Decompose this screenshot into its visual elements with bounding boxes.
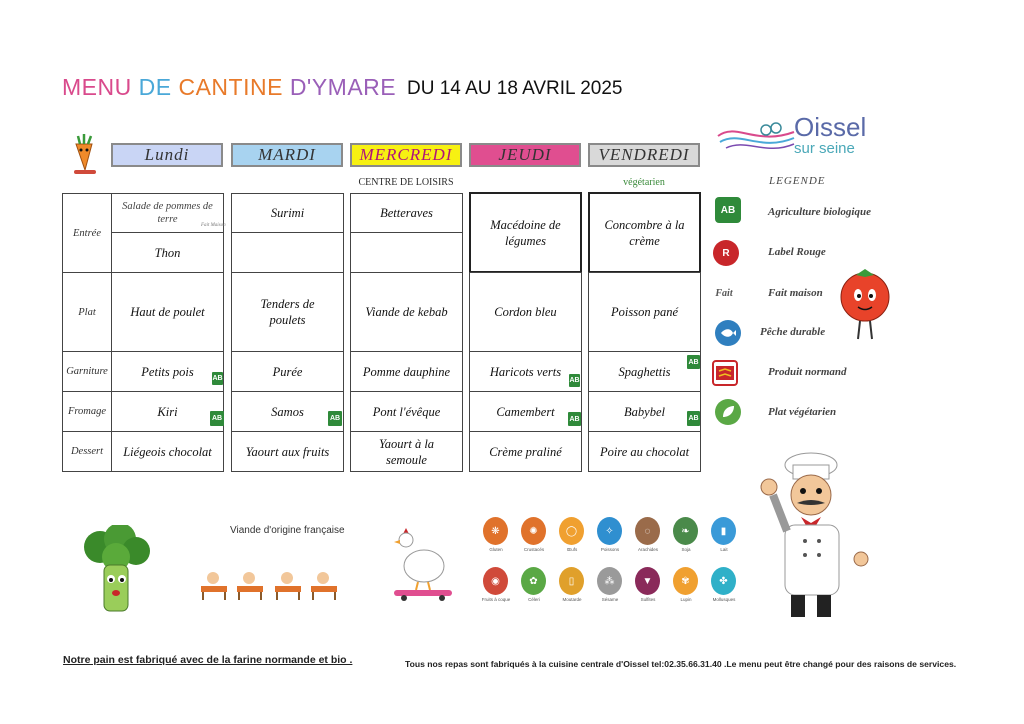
jeudi-garniture: Haricots verts <box>469 351 582 392</box>
ab-badge-icon: AB <box>569 374 580 387</box>
oissel-logo <box>716 112 886 162</box>
day-header-vendredi: VENDREDI <box>588 143 700 167</box>
oeufs-icon: ◯ <box>559 517 584 545</box>
allergen-label: Soja <box>681 547 691 552</box>
moutarde-icon: ▯ <box>559 567 584 595</box>
chef-mascot-icon <box>757 451 877 626</box>
leaf-icon <box>720 404 736 420</box>
soja-icon: ❧ <box>673 517 698 545</box>
allergen-label: Lupin <box>680 597 692 602</box>
vendredi-entree: Concombre à la crème <box>588 192 701 273</box>
title-part-menu: MENU <box>62 74 139 100</box>
allergen-label: Céleri <box>528 597 540 602</box>
mardi-fromage: Samos <box>231 391 344 432</box>
mardi-dessert: Yaourt aux fruits <box>231 431 344 472</box>
mercredi-dessert: Yaourt à la semoule <box>350 431 463 472</box>
mercredi-fromage: Pont l'évêque <box>350 391 463 432</box>
allergen-label: Œufs <box>566 547 578 552</box>
crustaces-icon: ✺ <box>521 517 546 545</box>
allergen-label: Arachides <box>637 547 658 552</box>
ab-badge-icon: AB <box>212 372 223 385</box>
vendredi-plat: Poisson pané <box>588 272 701 352</box>
date-range: DU 14 AU 18 AVRIL 2025 <box>407 78 623 99</box>
legend-label-peche-durable: Pêche durable <box>760 326 826 338</box>
fait-maison-icon: Fait Maison <box>201 223 226 228</box>
produit-normand-icon <box>712 360 738 386</box>
menu-title <box>62 74 396 101</box>
mardi-entree-bottom <box>231 232 344 273</box>
vendredi-fromage: Babybel <box>588 391 701 432</box>
mardi-plat: Tenders de poulets <box>231 272 344 352</box>
mercredi-entree-top: Betteraves <box>350 193 463 233</box>
mardi-garniture: Purée <box>231 351 344 392</box>
vendredi-dessert: Poire au chocolat <box>588 431 701 472</box>
fish-icon <box>720 328 736 338</box>
jeudi-entree: Macédoine de légumes <box>469 192 582 273</box>
mercredi-entree-bottom <box>350 232 463 273</box>
carrot-mascot-icon <box>66 132 102 176</box>
mardi-entree-top: Surimi <box>231 193 344 233</box>
legend-title: LEGENDE <box>769 175 826 187</box>
ab-icon: AB <box>715 197 741 223</box>
allergen-label: Fruits à coque <box>481 597 511 602</box>
logo-wave-icon <box>716 112 796 156</box>
allergen-label: Poissons <box>600 547 620 552</box>
lait-icon: ▮ <box>711 517 736 545</box>
lundi-fromage: Kiri <box>111 391 224 432</box>
day-header-lundi: Lundi <box>111 143 223 167</box>
allergen-label: Mollusques <box>712 597 736 602</box>
sulfites-icon: ▼ <box>635 567 660 595</box>
allergen-grid <box>481 517 741 613</box>
legend-label-agriculture-biologique: Agriculture biologique <box>768 206 871 218</box>
arachides-icon: ◌ <box>635 517 660 545</box>
mollusques-icon: ✤ <box>711 567 736 595</box>
kitchen-info: Tous nos repas sont fabriqués à la cuisine centrale d'Oissel tel:02.35.66.31.40 .Le menu peut être changé pour des raisons de services. <box>405 659 957 669</box>
lundi-entree-top-text: Salade de pommes de terre <box>122 201 213 225</box>
plat-vegetarien-icon <box>715 399 741 425</box>
day-header-mardi: MARDI <box>231 143 343 167</box>
lundi-entree-bottom: Thon <box>111 232 224 273</box>
jeudi-plat: Cordon bleu <box>469 272 582 352</box>
row-label-dessert: Dessert <box>62 431 112 472</box>
chicken-skateboard-icon <box>388 526 458 602</box>
ab-badge-icon: AB <box>328 411 342 426</box>
legend-label-plat-vegetarien: Plat végétarien <box>768 406 837 418</box>
sesame-icon: ⁂ <box>597 567 622 595</box>
lundi-dessert: Liégeois chocolat <box>111 431 224 472</box>
title-part-cantine: CANTINE <box>178 74 290 100</box>
gluten-icon: ❋ <box>483 517 508 545</box>
ab-badge-icon: AB <box>210 411 224 426</box>
allergen-label: Sulfites <box>640 597 656 602</box>
legend-label-label-rouge: Label Rouge <box>768 246 826 258</box>
title-part-de: DE <box>138 74 179 100</box>
day-header-jeudi: JEUDI <box>469 143 581 167</box>
lundi-plat: Haut de poulet <box>111 272 224 352</box>
bread-note: Notre pain est fabriqué avec de la farine normande et bio . <box>63 654 353 666</box>
lupin-icon: ✾ <box>673 567 698 595</box>
kids-eating-icon <box>197 568 342 602</box>
poissons-icon: ✧ <box>597 517 622 545</box>
viande-origine-label: Viande d'origine française <box>230 525 345 536</box>
celeri-icon: ✿ <box>521 567 546 595</box>
mercredi-plat: Viande de kebab <box>350 272 463 352</box>
day-header-mercredi: MERCREDI <box>350 143 462 167</box>
lundi-garniture: Petits pois <box>111 351 224 392</box>
ab-badge-icon: AB <box>568 412 581 426</box>
ab-badge-icon: AB <box>687 355 700 369</box>
row-label-plat: Plat <box>62 272 112 352</box>
allergen-label: Gluten <box>489 547 503 552</box>
normandy-flag-icon <box>716 366 734 380</box>
legend-label-fait-maison: Fait maison <box>768 287 823 299</box>
mercredi-garniture: Pomme dauphine <box>350 351 463 392</box>
vendredi-note: végétarien <box>623 177 665 188</box>
row-label-garniture: Garniture <box>62 351 112 392</box>
tomato-mascot-icon <box>836 263 894 345</box>
fait-maison-icon: Fait <box>715 287 733 299</box>
peche-durable-icon <box>715 320 741 346</box>
row-label-entree: Entrée <box>62 193 112 273</box>
logo-text-sur-seine: sur seine <box>794 140 855 157</box>
mercredi-note: CENTRE DE LOISIRS <box>358 177 454 188</box>
fruits-a-coque-icon: ◉ <box>483 567 508 595</box>
vendredi-garniture: Spaghettis <box>588 351 701 392</box>
label-rouge-icon: R <box>713 240 739 266</box>
title-part-ymare: D'YMARE <box>289 74 397 100</box>
allergen-label: Lait <box>720 547 728 552</box>
allergen-label: Crustacés <box>523 547 545 552</box>
allergen-label: Moutarde <box>562 597 582 602</box>
jeudi-dessert: Crème praliné <box>469 431 582 472</box>
allergen-label: Sésame <box>601 597 619 602</box>
ab-badge-icon: AB <box>687 411 700 426</box>
legend-label-produit-normand: Produit normand <box>768 366 847 378</box>
broccoli-mascot-icon <box>78 525 156 615</box>
jeudi-fromage: Camembert <box>469 391 582 432</box>
row-label-fromage: Fromage <box>62 391 112 432</box>
logo-text-oissel: Oissel <box>794 112 867 142</box>
